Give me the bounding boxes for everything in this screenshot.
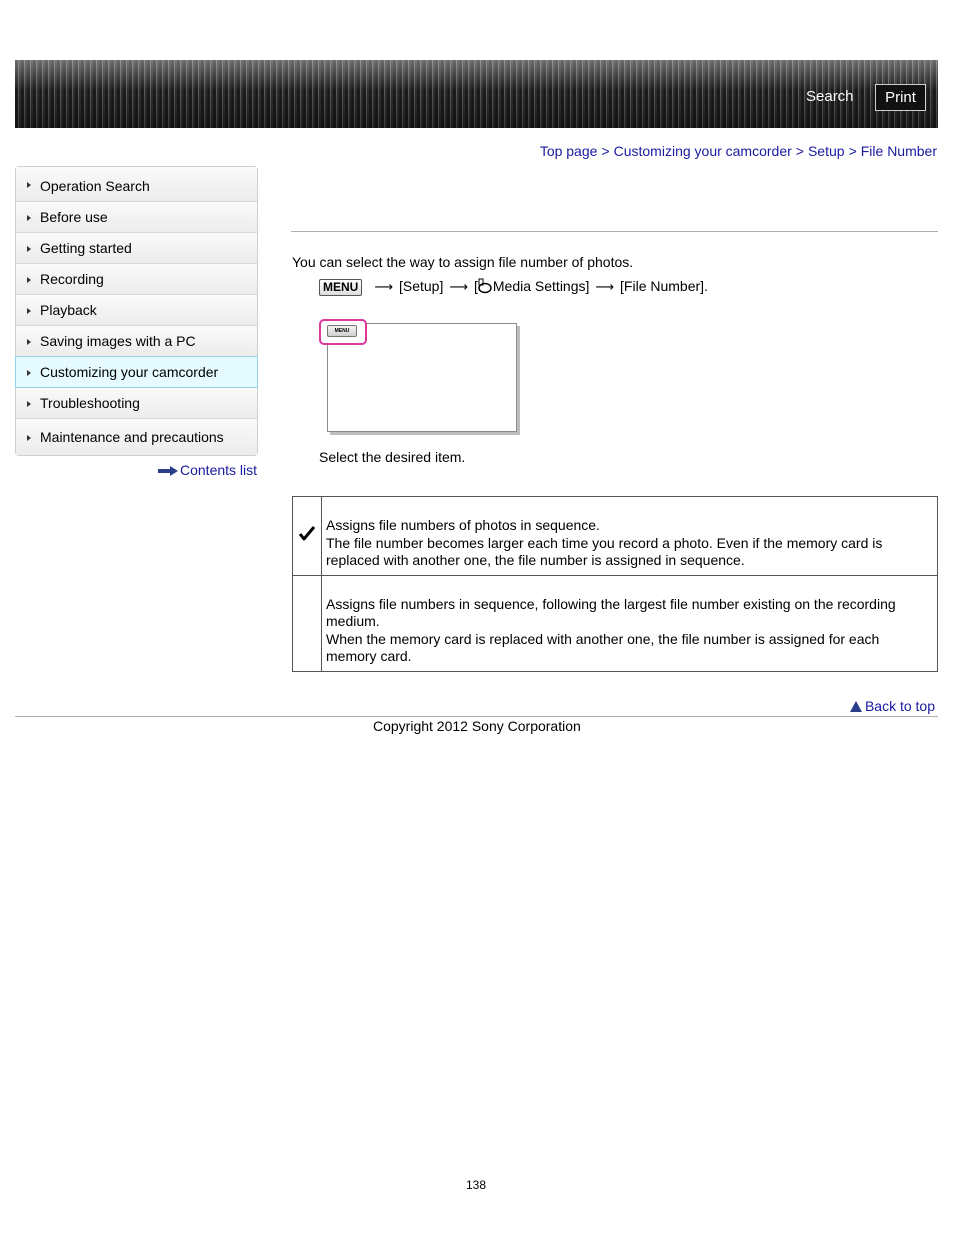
sidebar-item-label: Saving images with a PC [40, 333, 196, 349]
page-number: 138 [466, 1178, 487, 1192]
table-row [293, 575, 938, 671]
sidebar-item-before-use[interactable] [16, 202, 257, 233]
option-description [322, 497, 938, 576]
breadcrumb-separator: > [795, 143, 804, 159]
breadcrumb-separator: > [848, 143, 857, 159]
sidebar-item-label: Customizing your camcorder [40, 364, 219, 380]
triangle-up-icon [850, 701, 862, 712]
sidebar-item-label: Recording [40, 271, 104, 287]
triangle-right-icon [27, 308, 31, 314]
triangle-right-icon [27, 339, 31, 345]
sidebar-item-label: Before use [40, 209, 108, 225]
back-to-top-label: Back to top [864, 698, 935, 714]
sidebar [15, 166, 258, 456]
arrow-right-icon: ⟶ [449, 279, 468, 295]
triangle-right-icon [27, 182, 31, 188]
breadcrumb-file-number[interactable]: File Number [860, 143, 937, 159]
sidebar-item-label: Maintenance and precautions [40, 429, 224, 445]
sidebar-item-playback[interactable] [16, 295, 257, 326]
copyright-text: Copyright 2012 Sony Corporation [373, 718, 581, 734]
intro-text: You can select the way to assign file number of photos. [292, 254, 634, 270]
sidebar-item-recording[interactable] [16, 264, 257, 295]
menu-step-media-settings: Media Settings] [492, 278, 590, 295]
sidebar-item-saving-images[interactable] [16, 326, 257, 357]
breadcrumb-customizing[interactable]: Customizing your camcorder [613, 143, 792, 159]
sidebar-item-label: Getting started [40, 240, 132, 256]
menu-button-icon: MENU [319, 279, 362, 296]
default-mark-cell [293, 497, 322, 576]
screen-menu-button: MENU [327, 325, 357, 337]
option-description [322, 575, 938, 671]
media-settings-icon [478, 278, 492, 297]
sidebar-item-label: Operation Search [40, 178, 150, 194]
breadcrumb-separator: > [601, 143, 610, 159]
default-mark-cell [293, 575, 322, 671]
triangle-right-icon [27, 215, 31, 221]
options-table [292, 496, 938, 672]
title-divider [291, 231, 938, 232]
arrow-right-icon [158, 463, 178, 479]
option-line: Assigns file numbers of photos in sequence. [326, 517, 600, 533]
menu-step-bracket: [ [474, 278, 478, 295]
triangle-right-icon [27, 401, 31, 407]
menu-path [319, 278, 708, 297]
sidebar-item-getting-started[interactable] [16, 233, 257, 264]
sidebar-item-customizing[interactable] [15, 356, 258, 388]
arrow-right-icon: ⟶ [595, 279, 615, 295]
sidebar-item-troubleshooting[interactable] [16, 388, 257, 419]
contents-list-link[interactable] [158, 462, 257, 479]
search-button[interactable]: Search [806, 88, 854, 105]
sidebar-item-operation-search[interactable] [16, 167, 257, 202]
triangle-right-icon [27, 246, 31, 252]
triangle-right-icon [27, 370, 31, 376]
menu-step-setup: [Setup] [398, 278, 444, 295]
option-line: The file number becomes larger each time you record a photo. Even if the memory card is replaced with another one, the file number is assigned in sequence. [326, 534, 883, 568]
arrow-right-icon: ⟶ [374, 279, 393, 295]
checkmark-icon [298, 530, 316, 546]
header-band [15, 60, 938, 128]
option-line: When the memory card is replaced with another one, the file number is assigned for each memory card. [326, 630, 880, 664]
breadcrumb [540, 143, 937, 159]
sidebar-item-label: Troubleshooting [40, 395, 140, 411]
breadcrumb-top-page[interactable]: Top page [539, 143, 598, 159]
triangle-right-icon [27, 435, 31, 441]
breadcrumb-setup[interactable]: Setup [807, 143, 845, 159]
contents-list-label: Contents list [180, 462, 258, 478]
option-line: Assigns file numbers in sequence, following the largest file number existing on the recording medium. [326, 595, 896, 629]
triangle-right-icon [27, 277, 31, 283]
print-button[interactable]: Print [875, 84, 926, 111]
table-row [293, 497, 938, 576]
sidebar-item-label: Playback [40, 302, 97, 318]
sidebar-item-maintenance[interactable] [16, 419, 257, 455]
select-instruction: Select the desired item. [319, 449, 466, 465]
menu-step-file-number: [File Number]. [620, 278, 708, 295]
back-to-top-link[interactable] [850, 698, 935, 714]
footer-divider [15, 716, 938, 717]
